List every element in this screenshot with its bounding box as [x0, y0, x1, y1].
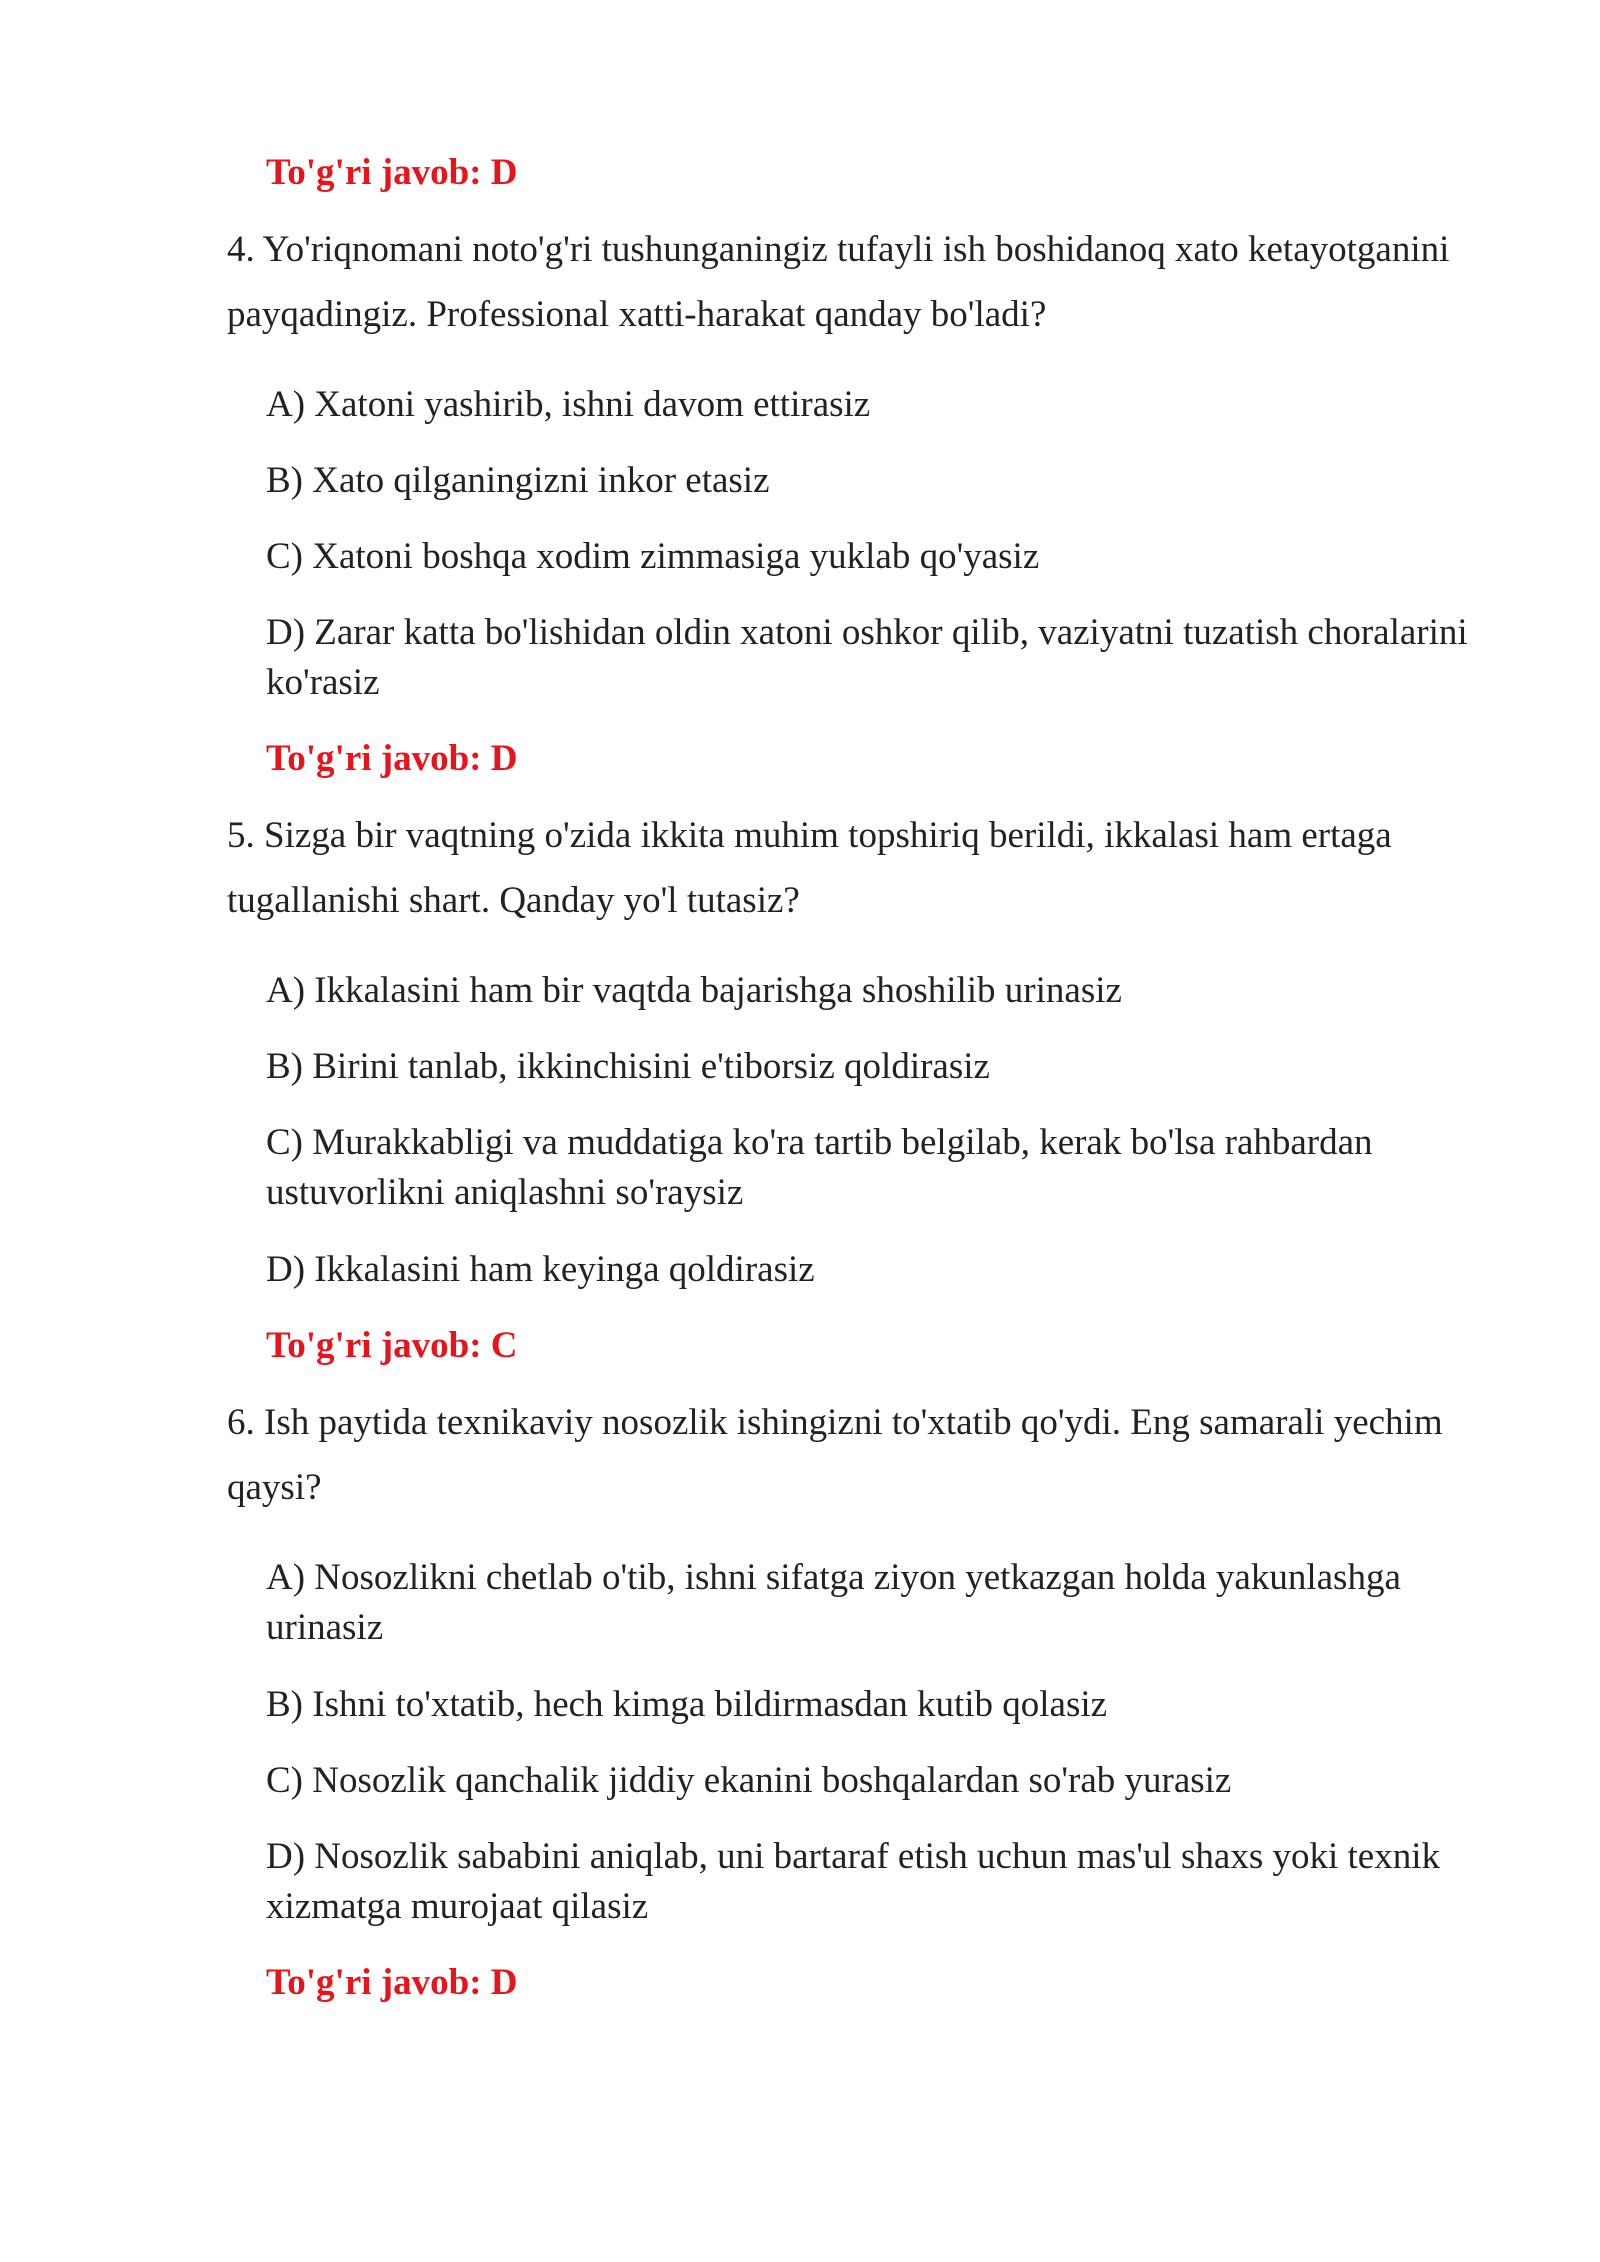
q4-option-d: D) Zarar katta bo'lishidan oldin xatoni oshkor qilib, vaziyatni tuzatish choralarini ko'rasiz: [266, 612, 1468, 703]
question-4: 4. Yo'riqnomani noto'g'ri tushunganingiz tufayli ish boshidanoq xato ketayotganini payqadingiz. Professional xatti-harakat qanday bo'ladi?: [227, 229, 1450, 335]
q6-option-c: C) Nosozlik qanchalik jiddiy ekanini boshqalardan so'rab yurasiz: [266, 1760, 1232, 1801]
answer-previous: To'g'ri javob: D: [266, 152, 518, 193]
q6-option-d: D) Nosozlik sababini aniqlab, uni bartaraf etish uchun mas'ul shaxs yoki texnik xizmatga murojaat qilasiz: [266, 1836, 1440, 1927]
q4-option-a: A) Xatoni yashirib, ishni davom ettirasiz: [266, 384, 871, 425]
q4-answer: To'g'ri javob: D: [266, 738, 518, 779]
question-6: 6. Ish paytida texnikaviy nosozlik ishingizni to'xtatib qo'ydi. Eng samarali yechim qaysi?: [227, 1402, 1443, 1508]
q5-option-d: D) Ikkalasini ham keyinga qoldirasiz: [266, 1249, 815, 1290]
q6-option-a: A) Nosozlikni chetlab o'tib, ishni sifatga ziyon yetkazgan holda yakunlashga urinasiz: [266, 1557, 1401, 1648]
question-5: 5. Sizga bir vaqtning o'zida ikkita muhim topshiriq berildi, ikkalasi ham ertaga tugallanishi shart. Qanday yo'l tutasiz?: [227, 815, 1392, 921]
q6-answer: To'g'ri javob: D: [266, 1962, 518, 2003]
q6-option-b: B) Ishni to'xtatib, hech kimga bildirmasdan kutib qolasiz: [266, 1684, 1108, 1725]
q5-option-c: C) Murakkabligi va muddatiga ko'ra tartib belgilab, kerak bo'lsa rahbardan ustuvorlikni aniqlashni so'raysiz: [266, 1122, 1373, 1213]
q5-option-b: B) Birini tanlab, ikkinchisini e'tiborsiz qoldirasiz: [266, 1046, 990, 1087]
q4-option-b: B) Xato qilganingizni inkor etasiz: [266, 460, 770, 501]
q5-option-a: A) Ikkalasini ham bir vaqtda bajarishga shoshilib urinasiz: [266, 970, 1122, 1011]
q4-option-c: C) Xatoni boshqa xodim zimmasiga yuklab qo'yasiz: [266, 536, 1040, 577]
q5-answer: To'g'ri javob: C: [266, 1325, 518, 1366]
